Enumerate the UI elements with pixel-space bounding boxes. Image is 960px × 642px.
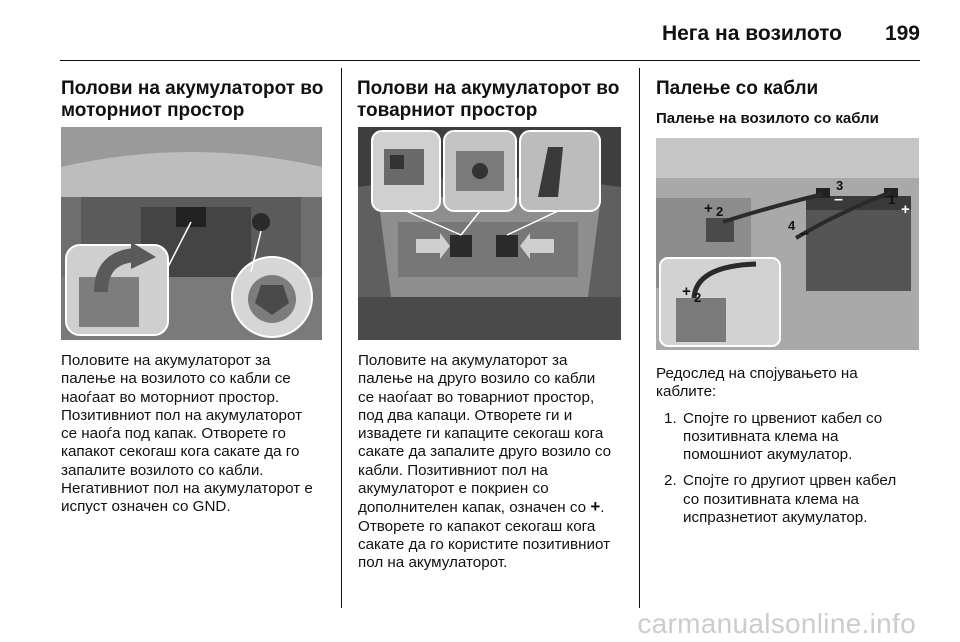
heading-line: моторниот простор: [61, 100, 245, 121]
text-line: испуст означен со GND.: [61, 498, 231, 516]
step-number: 1.: [664, 409, 677, 427]
heading-jump-start: Палење со кабли: [656, 78, 819, 99]
text-line: Отворете го капакот секогаш кога: [358, 517, 596, 535]
text-line: капакот секогаш кога сакате да го: [61, 443, 300, 461]
header-rule: [60, 60, 920, 61]
cargo-area-photo: [358, 127, 621, 340]
heading-cargo-compartment: [357, 78, 632, 122]
text-line: Негативниот пол на акумулаторот е: [61, 480, 313, 498]
text-line: извадете ги капаците секогаш кога: [358, 425, 604, 443]
text-line: Половите на акумулаторот за: [61, 352, 271, 369]
callout-label-2-inset: 2: [694, 290, 702, 305]
plus-icon: +: [682, 283, 691, 300]
text-line: пол на акумулаторот.: [358, 554, 508, 572]
watermark: carmanualsonline.info: [637, 608, 916, 639]
minus-icon: –: [834, 191, 843, 208]
text-line: сакате да запалите друго возило со: [358, 443, 612, 461]
text-line: каблите:: [656, 383, 717, 401]
heading-line: Полови на акумулаторот во: [357, 78, 620, 99]
section-title: Нега на возилото: [661, 22, 842, 45]
text-line: Редослед на спојувањето на: [656, 365, 858, 382]
page-header: [60, 14, 920, 54]
text-fragment: .: [600, 499, 605, 517]
jump-start-text: [656, 365, 920, 535]
column-divider-2: [639, 68, 640, 608]
text-line: се наоѓа под капак. Отворете го: [61, 425, 286, 443]
engine-compartment-text: [61, 352, 336, 517]
engine-bay-illustration: [61, 127, 322, 340]
column-engine-compartment: [61, 78, 331, 122]
text-line: под два капаци. Отворете ги и: [358, 406, 573, 424]
minus-icon: –: [800, 225, 809, 242]
text-line: со позитивната клема на: [683, 490, 859, 508]
heading-line: Полови на акумулаторот во: [61, 78, 324, 99]
list-item: [656, 410, 920, 465]
column-divider-1: [341, 68, 342, 608]
page-number: 199: [884, 22, 920, 45]
heading-line: товарниот простор: [357, 100, 538, 121]
text-line: кабли. Позитивниот пол на: [358, 461, 548, 479]
jump-cable-diagram: [656, 138, 919, 350]
plus-icon: +: [704, 200, 713, 217]
text-line: Половите на акумулаторот за: [358, 352, 568, 369]
heading-engine-compartment: [61, 78, 331, 122]
text-line: испразнетиот акумулатор.: [683, 509, 868, 527]
text-line: запалите возилото со кабли.: [61, 461, 264, 479]
text-line: палење на друго возило со кабли: [358, 370, 596, 388]
text-line: помошниот акумулатор.: [683, 446, 853, 464]
text-line: Спојте го другиот црвен кабел: [683, 472, 897, 490]
jump-cable-illustration: [656, 138, 919, 350]
text-line-with-plus: [358, 498, 633, 517]
cargo-compartment-text: [358, 352, 633, 573]
column-cargo-compartment: [357, 78, 632, 122]
text-line: наоѓаат во моторниот простор.: [61, 388, 280, 406]
callout-label-3: 3: [836, 178, 844, 193]
text-line: се наоѓаат во товарниот простор,: [358, 388, 595, 406]
step-number: 2.: [664, 472, 677, 490]
text-line: сакате да го користите позитивниот: [358, 535, 611, 553]
text-fragment: дополнителен капак, означен со: [358, 499, 587, 517]
column-jump-start: [656, 78, 921, 128]
plus-icon: +: [590, 497, 601, 517]
callout-label-4: 4: [788, 218, 796, 233]
text-line: акумулаторот е покриен со: [358, 480, 549, 498]
steps-list: [656, 410, 920, 528]
cargo-area-illustration: [358, 127, 621, 340]
text-line: палење на возилото со кабли се: [61, 370, 291, 388]
callout-label-1: 1: [888, 192, 896, 207]
engine-bay-photo: [61, 127, 322, 340]
text-line: позитивната клема на: [683, 427, 839, 445]
plus-icon: +: [901, 201, 910, 218]
list-item: [656, 472, 920, 527]
text-line: Спојте го црвениот кабел со: [683, 409, 883, 427]
callout-label-2: 2: [716, 204, 724, 219]
text-line: Позитивниот пол на акумулаторот: [61, 406, 303, 424]
subheading-jump-start: Палење на возилото со кабли: [656, 110, 879, 127]
